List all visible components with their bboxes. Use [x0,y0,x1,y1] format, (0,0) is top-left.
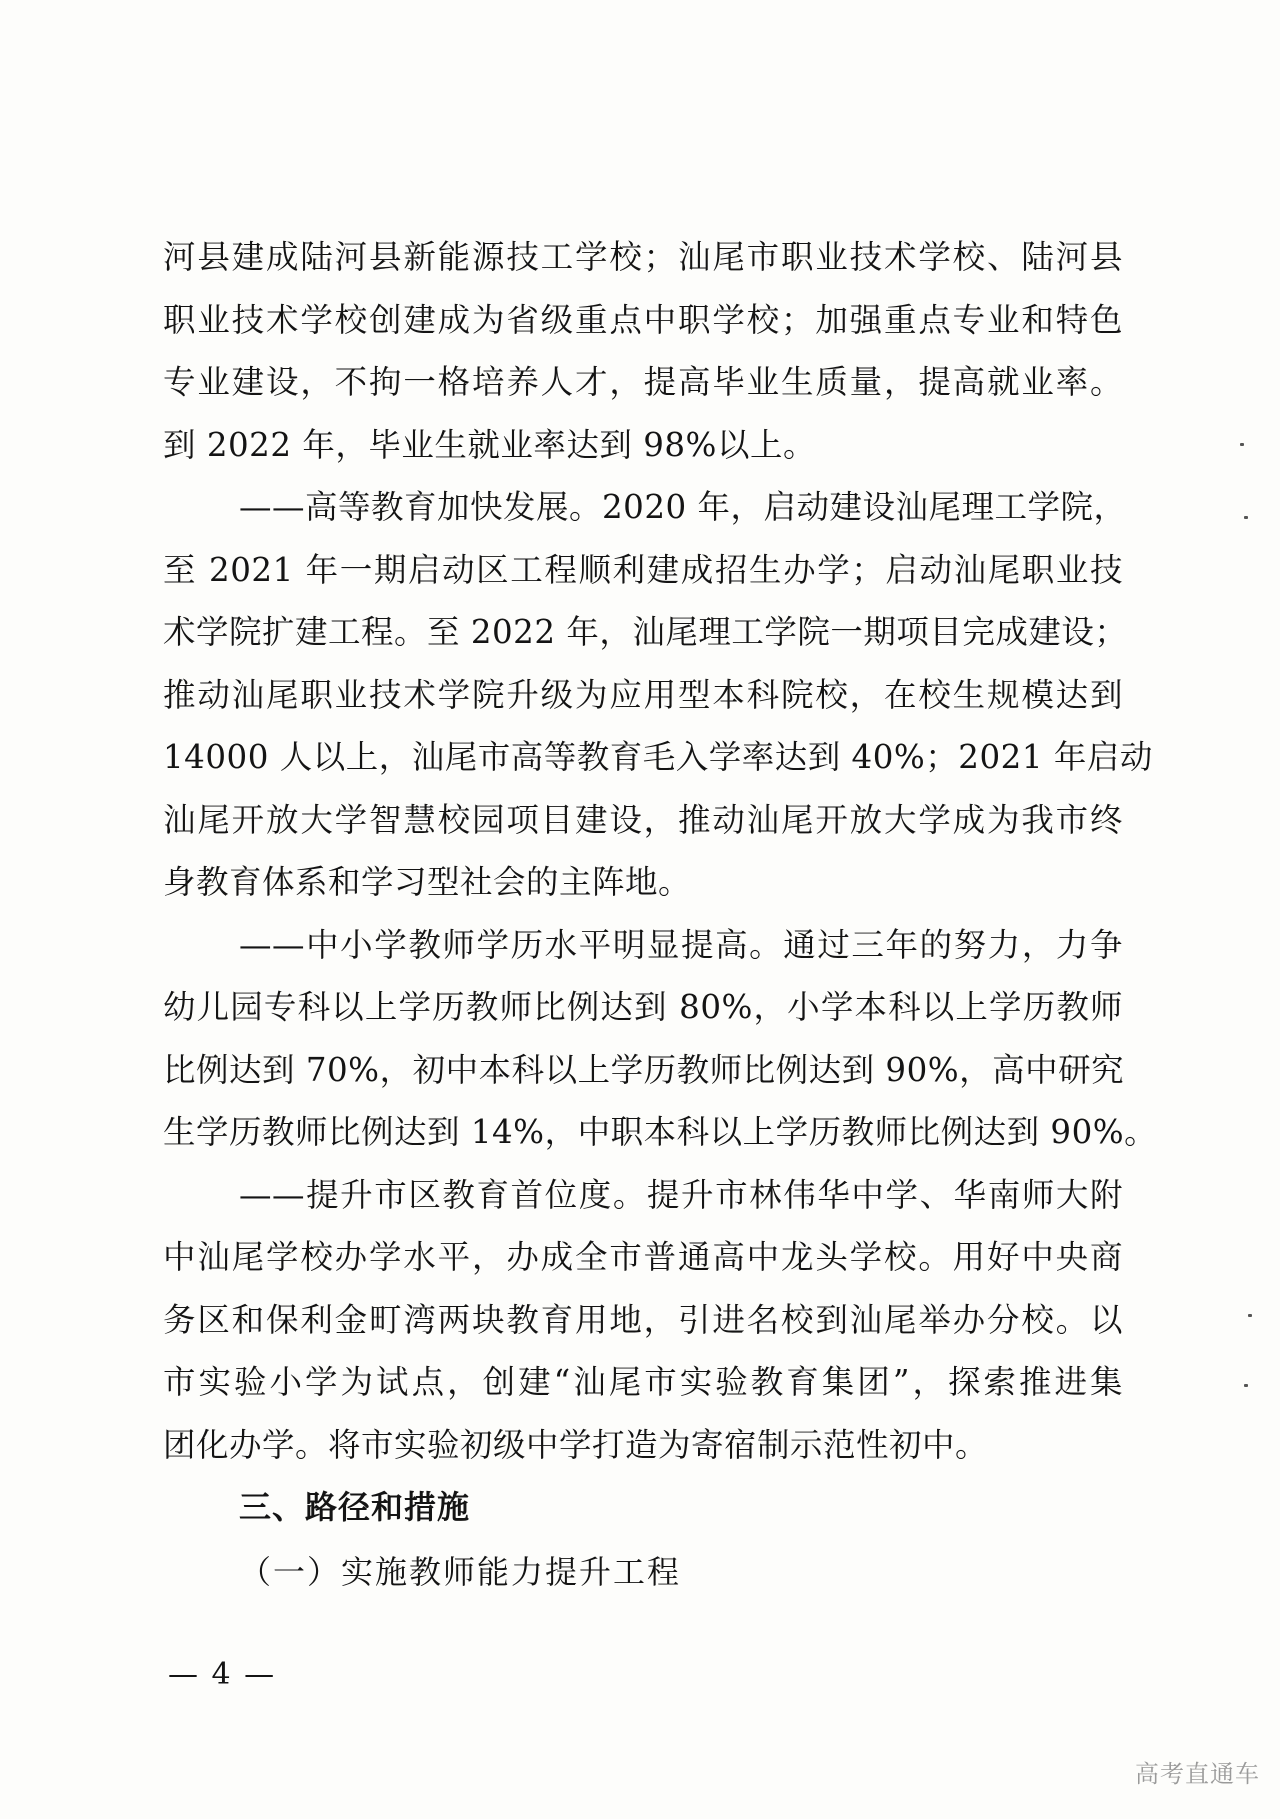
text-line: 至 2021 年一期启动区工程顺利建成招生办学；启动汕尾职业技 [163,550,1123,589]
page-number: — 4 — [168,1657,277,1692]
text-line: 汕尾开放大学智慧校园项目建设，推动汕尾开放大学成为我市终 [163,800,1123,839]
text-line: 中汕尾学校办学水平，办成全市普通高中龙头学校。用好中央商 [163,1238,1123,1276]
text-line: 术学院扩建工程。至 2022 年，汕尾理工学院一期项目完成建设； [163,613,1128,651]
scan-speck [1240,443,1244,446]
scan-speck [1244,1384,1248,1387]
text-line: 身教育体系和学习型社会的主阵地。 [163,863,692,901]
subsection-heading: （一）实施教师能力提升工程 [239,1554,682,1590]
text-line: ——中小学教师学历水平明显提高。通过三年的努力，力争 [239,925,1123,964]
text-line: ——提升市区教育首位度。提升市林伟华中学、华南师大附 [239,1175,1123,1214]
text-line: 职业技术学校创建成为省级重点中职学校；加强重点专业和特色 [163,300,1123,339]
scan-speck [1248,1314,1252,1317]
text-line: 14000 人以上，汕尾市高等教育毛入学率达到 40%；2021 年启动 [163,738,1153,776]
text-line: 务区和保利金町湾两块教育用地，引进名校到汕尾举办分校。以 [163,1300,1123,1339]
watermark-text: 高考直通车 [1135,1760,1260,1788]
text-line: 河县建成陆河县新能源技工学校；汕尾市职业技术学校、陆河县 [163,238,1123,276]
text-line: 专业建设，不拘一格培养人才，提高毕业生质量，提高就业率。 [163,363,1123,401]
scan-speck [1244,516,1248,519]
text-line: 团化办学。将市实验初级中学打造为寄宿制示范性初中。 [163,1425,989,1464]
text-line: 市实验小学为试点，创建“汕尾市实验教育集团”，探索推进集 [163,1363,1123,1401]
text-line: 到 2022 年，毕业生就业率达到 98%以上。 [163,425,816,464]
text-line: ——高等教育加快发展。2020 年，启动建设汕尾理工学院， [239,488,1127,526]
text-line: 生学历教师比例达到 14%，中职本科以上学历教师比例达到 90%。 [163,1113,1158,1151]
document-body [163,226,1158,1605]
section-heading: 三、路径和措施 [239,1488,471,1526]
text-line: 幼儿园专科以上学历教师比例达到 80%，小学本科以上学历教师 [163,988,1123,1026]
text-line: 推动汕尾职业技术学院升级为应用型本科院校，在校生规模达到 [163,675,1123,714]
text-line: 比例达到 70%，初中本科以上学历教师比例达到 90%，高中研究 [163,1050,1125,1089]
